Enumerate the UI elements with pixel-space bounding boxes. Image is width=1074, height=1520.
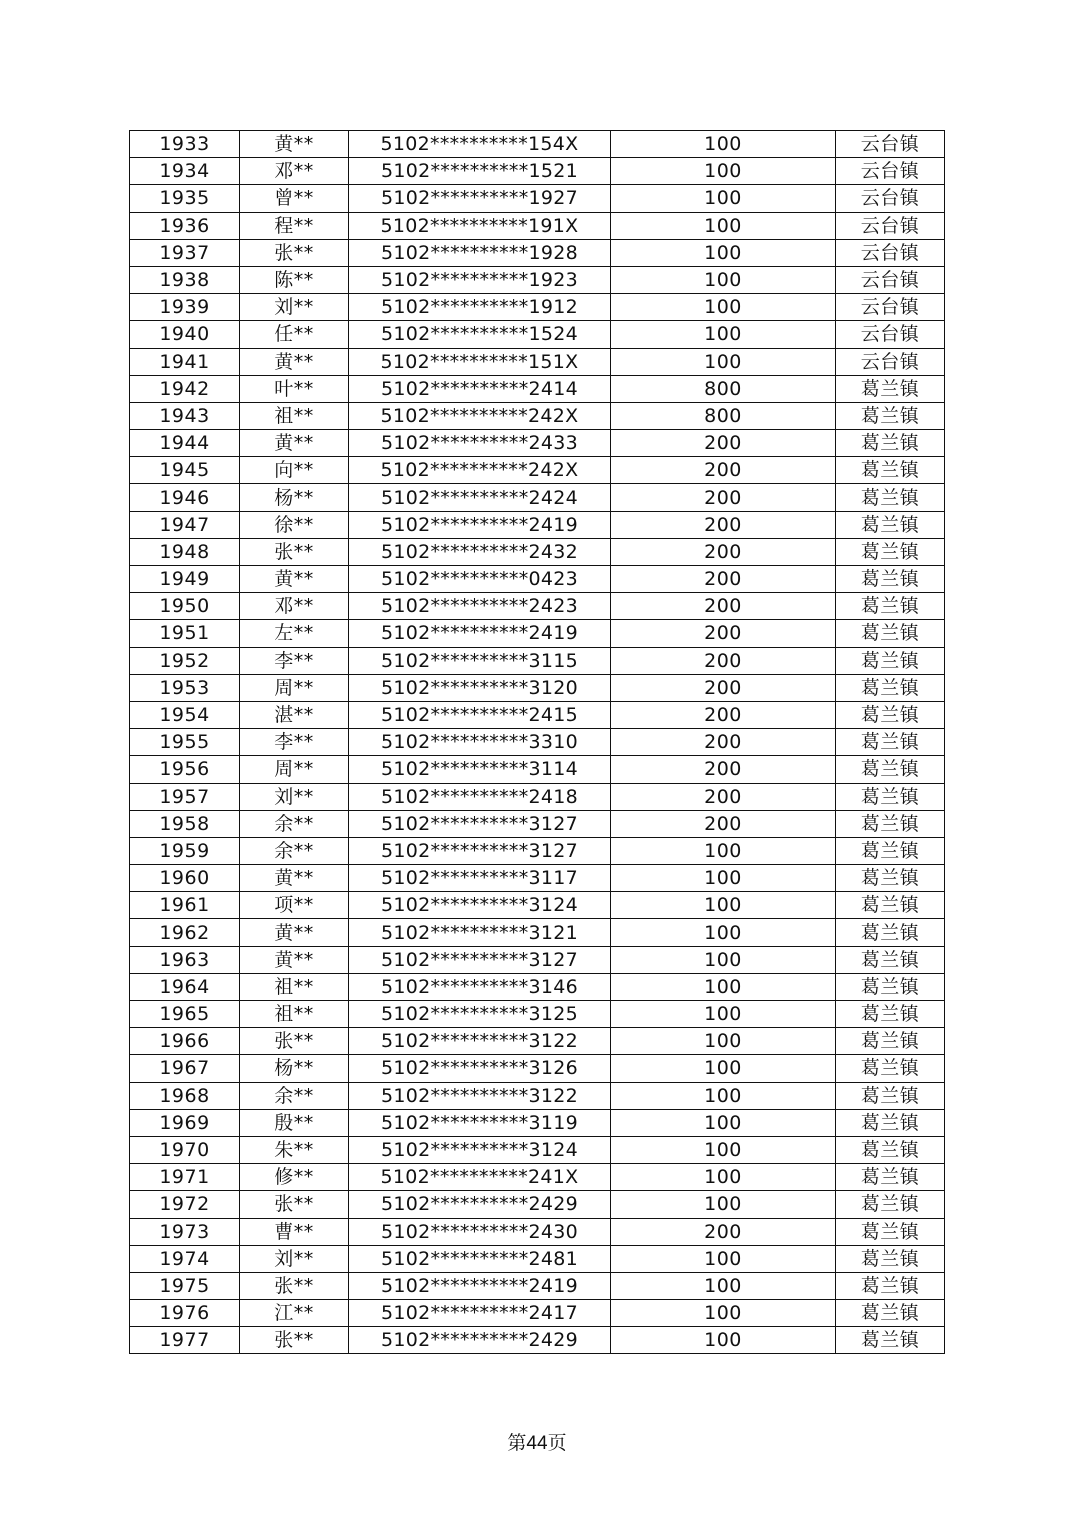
- cell-id-number: 5102**********3115: [349, 647, 611, 674]
- cell-town: 葛兰镇: [836, 566, 945, 593]
- cell-index: 1938: [130, 266, 240, 293]
- cell-id-number: 5102**********191X: [349, 212, 611, 239]
- cell-id-number: 5102**********154X: [349, 131, 611, 158]
- table-row: [130, 1272, 945, 1299]
- table-row: [130, 457, 945, 484]
- cell-town: 葛兰镇: [836, 783, 945, 810]
- footer-suffix: 页: [547, 1432, 567, 1454]
- cell-index: 1970: [130, 1136, 240, 1163]
- table-row: [130, 973, 945, 1000]
- cell-town: 云台镇: [836, 266, 945, 293]
- table-body: [130, 131, 945, 1354]
- cell-id-number: 5102**********2418: [349, 783, 611, 810]
- cell-name: 余**: [240, 837, 349, 864]
- table-row: [130, 484, 945, 511]
- footer-prefix: 第: [507, 1432, 527, 1454]
- cell-amount: 200: [611, 647, 836, 674]
- cell-amount: 100: [611, 158, 836, 185]
- cell-index: 1972: [130, 1191, 240, 1218]
- cell-name: 张**: [240, 538, 349, 565]
- cell-id-number: 5102**********3121: [349, 919, 611, 946]
- cell-name: 张**: [240, 239, 349, 266]
- cell-name: 黄**: [240, 348, 349, 375]
- table-row: [130, 239, 945, 266]
- cell-name: 李**: [240, 729, 349, 756]
- cell-town: 葛兰镇: [836, 1055, 945, 1082]
- cell-index: 1964: [130, 973, 240, 1000]
- cell-id-number: 5102**********242X: [349, 457, 611, 484]
- cell-amount: 100: [611, 212, 836, 239]
- table-row: [130, 430, 945, 457]
- cell-amount: 200: [611, 566, 836, 593]
- cell-town: 葛兰镇: [836, 865, 945, 892]
- cell-index: 1957: [130, 783, 240, 810]
- cell-id-number: 5102**********3122: [349, 1082, 611, 1109]
- cell-amount: 100: [611, 348, 836, 375]
- cell-id-number: 5102**********3146: [349, 973, 611, 1000]
- cell-amount: 200: [611, 729, 836, 756]
- table-row: [130, 1218, 945, 1245]
- cell-amount: 100: [611, 1109, 836, 1136]
- cell-amount: 800: [611, 375, 836, 402]
- table-row: [130, 865, 945, 892]
- cell-index: 1937: [130, 239, 240, 266]
- cell-index: 1954: [130, 701, 240, 728]
- cell-amount: 100: [611, 294, 836, 321]
- table-row: [130, 566, 945, 593]
- cell-amount: 100: [611, 1082, 836, 1109]
- cell-amount: 100: [611, 185, 836, 212]
- cell-amount: 200: [611, 701, 836, 728]
- table-row: [130, 1327, 945, 1354]
- cell-index: 1963: [130, 946, 240, 973]
- cell-name: 任**: [240, 321, 349, 348]
- cell-index: 1945: [130, 457, 240, 484]
- cell-town: 云台镇: [836, 185, 945, 212]
- table-row: [130, 1164, 945, 1191]
- cell-town: 葛兰镇: [836, 1191, 945, 1218]
- cell-amount: 200: [611, 783, 836, 810]
- cell-name: 邓**: [240, 158, 349, 185]
- cell-amount: 100: [611, 1001, 836, 1028]
- cell-index: 1975: [130, 1272, 240, 1299]
- cell-town: 葛兰镇: [836, 919, 945, 946]
- table-row: [130, 538, 945, 565]
- cell-index: 1935: [130, 185, 240, 212]
- cell-town: 云台镇: [836, 239, 945, 266]
- table-row: [130, 810, 945, 837]
- cell-name: 张**: [240, 1191, 349, 1218]
- table-row: [130, 1191, 945, 1218]
- cell-index: 1941: [130, 348, 240, 375]
- cell-id-number: 5102**********2414: [349, 375, 611, 402]
- table-row: [130, 1136, 945, 1163]
- table-row: [130, 266, 945, 293]
- cell-index: 1940: [130, 321, 240, 348]
- cell-amount: 200: [611, 484, 836, 511]
- table-row: [130, 593, 945, 620]
- cell-index: 1976: [130, 1300, 240, 1327]
- cell-index: 1953: [130, 674, 240, 701]
- cell-town: 云台镇: [836, 131, 945, 158]
- cell-amount: 200: [611, 756, 836, 783]
- cell-name: 张**: [240, 1327, 349, 1354]
- cell-town: 葛兰镇: [836, 1028, 945, 1055]
- cell-id-number: 5102**********1521: [349, 158, 611, 185]
- cell-id-number: 5102**********2419: [349, 620, 611, 647]
- cell-name: 黄**: [240, 430, 349, 457]
- cell-name: 杨**: [240, 1055, 349, 1082]
- cell-town: 葛兰镇: [836, 1327, 945, 1354]
- page-number: 44: [526, 1433, 548, 1454]
- cell-town: 葛兰镇: [836, 810, 945, 837]
- cell-name: 祖**: [240, 1001, 349, 1028]
- table-row: [130, 402, 945, 429]
- cell-id-number: 5102**********2429: [349, 1327, 611, 1354]
- cell-id-number: 5102**********1912: [349, 294, 611, 321]
- cell-index: 1966: [130, 1028, 240, 1055]
- cell-amount: 100: [611, 1245, 836, 1272]
- cell-town: 葛兰镇: [836, 1218, 945, 1245]
- cell-index: 1950: [130, 593, 240, 620]
- table-row: [130, 158, 945, 185]
- cell-town: 葛兰镇: [836, 756, 945, 783]
- cell-town: 葛兰镇: [836, 538, 945, 565]
- cell-amount: 100: [611, 1272, 836, 1299]
- cell-town: 葛兰镇: [836, 1109, 945, 1136]
- cell-town: 葛兰镇: [836, 484, 945, 511]
- cell-name: 江**: [240, 1300, 349, 1327]
- table-row: [130, 1109, 945, 1136]
- cell-id-number: 5102**********3119: [349, 1109, 611, 1136]
- data-table-container: [129, 130, 944, 1354]
- table-row: [130, 348, 945, 375]
- cell-town: 葛兰镇: [836, 946, 945, 973]
- cell-town: 葛兰镇: [836, 457, 945, 484]
- cell-id-number: 5102**********0423: [349, 566, 611, 593]
- cell-id-number: 5102**********1524: [349, 321, 611, 348]
- cell-town: 葛兰镇: [836, 701, 945, 728]
- cell-name: 杨**: [240, 484, 349, 511]
- cell-id-number: 5102**********2423: [349, 593, 611, 620]
- cell-amount: 200: [611, 457, 836, 484]
- cell-id-number: 5102**********3127: [349, 810, 611, 837]
- table-row: [130, 185, 945, 212]
- cell-name: 殷**: [240, 1109, 349, 1136]
- page-footer: [0, 1428, 1074, 1455]
- cell-name: 向**: [240, 457, 349, 484]
- cell-index: 1955: [130, 729, 240, 756]
- cell-name: 张**: [240, 1272, 349, 1299]
- cell-name: 黄**: [240, 865, 349, 892]
- cell-index: 1949: [130, 566, 240, 593]
- cell-town: 葛兰镇: [836, 892, 945, 919]
- cell-index: 1958: [130, 810, 240, 837]
- cell-id-number: 5102**********3124: [349, 892, 611, 919]
- table-row: [130, 837, 945, 864]
- cell-town: 葛兰镇: [836, 1300, 945, 1327]
- cell-amount: 100: [611, 131, 836, 158]
- cell-id-number: 5102**********2432: [349, 538, 611, 565]
- cell-town: 云台镇: [836, 294, 945, 321]
- cell-name: 曹**: [240, 1218, 349, 1245]
- cell-town: 葛兰镇: [836, 1136, 945, 1163]
- cell-id-number: 5102**********3126: [349, 1055, 611, 1082]
- cell-name: 李**: [240, 647, 349, 674]
- cell-name: 刘**: [240, 783, 349, 810]
- cell-name: 张**: [240, 1028, 349, 1055]
- cell-id-number: 5102**********3124: [349, 1136, 611, 1163]
- cell-town: 云台镇: [836, 212, 945, 239]
- cell-id-number: 5102**********241X: [349, 1164, 611, 1191]
- cell-amount: 100: [611, 1055, 836, 1082]
- cell-town: 葛兰镇: [836, 674, 945, 701]
- cell-index: 1977: [130, 1327, 240, 1354]
- table-row: [130, 892, 945, 919]
- cell-index: 1951: [130, 620, 240, 647]
- table-row: [130, 511, 945, 538]
- cell-id-number: 5102**********2429: [349, 1191, 611, 1218]
- table-row: [130, 294, 945, 321]
- cell-amount: 100: [611, 1327, 836, 1354]
- cell-id-number: 5102**********1928: [349, 239, 611, 266]
- cell-town: 葛兰镇: [836, 620, 945, 647]
- cell-id-number: 5102**********3310: [349, 729, 611, 756]
- cell-name: 陈**: [240, 266, 349, 293]
- cell-index: 1968: [130, 1082, 240, 1109]
- cell-name: 刘**: [240, 294, 349, 321]
- cell-id-number: 5102**********1923: [349, 266, 611, 293]
- cell-amount: 100: [611, 1300, 836, 1327]
- cell-amount: 200: [611, 593, 836, 620]
- cell-name: 周**: [240, 674, 349, 701]
- cell-index: 1939: [130, 294, 240, 321]
- table-row: [130, 946, 945, 973]
- cell-index: 1969: [130, 1109, 240, 1136]
- cell-index: 1971: [130, 1164, 240, 1191]
- cell-town: 葛兰镇: [836, 402, 945, 429]
- cell-amount: 100: [611, 1136, 836, 1163]
- table-row: [130, 375, 945, 402]
- table-row: [130, 1082, 945, 1109]
- table-row: [130, 674, 945, 701]
- cell-amount: 100: [611, 946, 836, 973]
- table-row: [130, 701, 945, 728]
- cell-amount: 100: [611, 892, 836, 919]
- cell-id-number: 5102**********2430: [349, 1218, 611, 1245]
- cell-town: 葛兰镇: [836, 729, 945, 756]
- cell-name: 邓**: [240, 593, 349, 620]
- cell-id-number: 5102**********3122: [349, 1028, 611, 1055]
- cell-name: 祖**: [240, 973, 349, 1000]
- cell-name: 曾**: [240, 185, 349, 212]
- table-row: [130, 1300, 945, 1327]
- cell-town: 葛兰镇: [836, 837, 945, 864]
- cell-name: 黄**: [240, 946, 349, 973]
- cell-id-number: 5102**********242X: [349, 402, 611, 429]
- cell-name: 刘**: [240, 1245, 349, 1272]
- table-row: [130, 1055, 945, 1082]
- cell-id-number: 5102**********1927: [349, 185, 611, 212]
- table-row: [130, 1001, 945, 1028]
- table-row: [130, 919, 945, 946]
- cell-index: 1965: [130, 1001, 240, 1028]
- cell-town: 葛兰镇: [836, 973, 945, 1000]
- cell-id-number: 5102**********3127: [349, 837, 611, 864]
- table-row: [130, 212, 945, 239]
- cell-name: 项**: [240, 892, 349, 919]
- cell-index: 1942: [130, 375, 240, 402]
- cell-index: 1946: [130, 484, 240, 511]
- cell-id-number: 5102**********3120: [349, 674, 611, 701]
- cell-town: 云台镇: [836, 158, 945, 185]
- cell-id-number: 5102**********2419: [349, 1272, 611, 1299]
- cell-index: 1943: [130, 402, 240, 429]
- cell-name: 余**: [240, 1082, 349, 1109]
- cell-town: 葛兰镇: [836, 1272, 945, 1299]
- cell-id-number: 5102**********3117: [349, 865, 611, 892]
- cell-name: 修**: [240, 1164, 349, 1191]
- cell-amount: 800: [611, 402, 836, 429]
- table-row: [130, 1245, 945, 1272]
- cell-index: 1952: [130, 647, 240, 674]
- cell-name: 叶**: [240, 375, 349, 402]
- cell-town: 葛兰镇: [836, 647, 945, 674]
- table-row: [130, 756, 945, 783]
- table-row: [130, 321, 945, 348]
- cell-id-number: 5102**********2417: [349, 1300, 611, 1327]
- cell-name: 朱**: [240, 1136, 349, 1163]
- cell-index: 1956: [130, 756, 240, 783]
- cell-amount: 100: [611, 973, 836, 1000]
- cell-amount: 100: [611, 1191, 836, 1218]
- cell-amount: 200: [611, 1218, 836, 1245]
- cell-index: 1948: [130, 538, 240, 565]
- cell-amount: 100: [611, 919, 836, 946]
- cell-id-number: 5102**********151X: [349, 348, 611, 375]
- cell-name: 祖**: [240, 402, 349, 429]
- cell-town: 葛兰镇: [836, 430, 945, 457]
- cell-index: 1959: [130, 837, 240, 864]
- cell-town: 葛兰镇: [836, 1001, 945, 1028]
- cell-amount: 100: [611, 239, 836, 266]
- cell-index: 1974: [130, 1245, 240, 1272]
- cell-id-number: 5102**********3127: [349, 946, 611, 973]
- table-row: [130, 1028, 945, 1055]
- cell-amount: 200: [611, 810, 836, 837]
- cell-id-number: 5102**********3125: [349, 1001, 611, 1028]
- cell-amount: 100: [611, 266, 836, 293]
- cell-index: 1934: [130, 158, 240, 185]
- cell-town: 葛兰镇: [836, 1164, 945, 1191]
- cell-amount: 200: [611, 538, 836, 565]
- cell-name: 湛**: [240, 701, 349, 728]
- cell-town: 葛兰镇: [836, 1245, 945, 1272]
- cell-name: 左**: [240, 620, 349, 647]
- data-table: [129, 130, 945, 1354]
- table-row: [130, 131, 945, 158]
- cell-id-number: 5102**********2481: [349, 1245, 611, 1272]
- cell-name: 黄**: [240, 566, 349, 593]
- cell-amount: 200: [611, 511, 836, 538]
- cell-id-number: 5102**********3114: [349, 756, 611, 783]
- cell-index: 1961: [130, 892, 240, 919]
- cell-name: 徐**: [240, 511, 349, 538]
- cell-id-number: 5102**********2433: [349, 430, 611, 457]
- cell-index: 1947: [130, 511, 240, 538]
- cell-index: 1944: [130, 430, 240, 457]
- table-row: [130, 620, 945, 647]
- cell-amount: 100: [611, 321, 836, 348]
- cell-name: 黄**: [240, 919, 349, 946]
- cell-index: 1962: [130, 919, 240, 946]
- cell-index: 1960: [130, 865, 240, 892]
- cell-town: 云台镇: [836, 348, 945, 375]
- table-row: [130, 729, 945, 756]
- cell-amount: 200: [611, 430, 836, 457]
- cell-name: 余**: [240, 810, 349, 837]
- cell-amount: 100: [611, 865, 836, 892]
- cell-town: 云台镇: [836, 321, 945, 348]
- cell-amount: 200: [611, 620, 836, 647]
- cell-id-number: 5102**********2415: [349, 701, 611, 728]
- cell-amount: 100: [611, 837, 836, 864]
- cell-index: 1936: [130, 212, 240, 239]
- cell-id-number: 5102**********2424: [349, 484, 611, 511]
- cell-name: 周**: [240, 756, 349, 783]
- table-row: [130, 647, 945, 674]
- cell-index: 1973: [130, 1218, 240, 1245]
- cell-amount: 100: [611, 1164, 836, 1191]
- cell-town: 葛兰镇: [836, 1082, 945, 1109]
- cell-town: 葛兰镇: [836, 511, 945, 538]
- cell-amount: 200: [611, 674, 836, 701]
- cell-name: 黄**: [240, 131, 349, 158]
- cell-id-number: 5102**********2419: [349, 511, 611, 538]
- cell-town: 葛兰镇: [836, 375, 945, 402]
- table-row: [130, 783, 945, 810]
- cell-town: 葛兰镇: [836, 593, 945, 620]
- cell-amount: 100: [611, 1028, 836, 1055]
- cell-index: 1933: [130, 131, 240, 158]
- cell-index: 1967: [130, 1055, 240, 1082]
- cell-name: 程**: [240, 212, 349, 239]
